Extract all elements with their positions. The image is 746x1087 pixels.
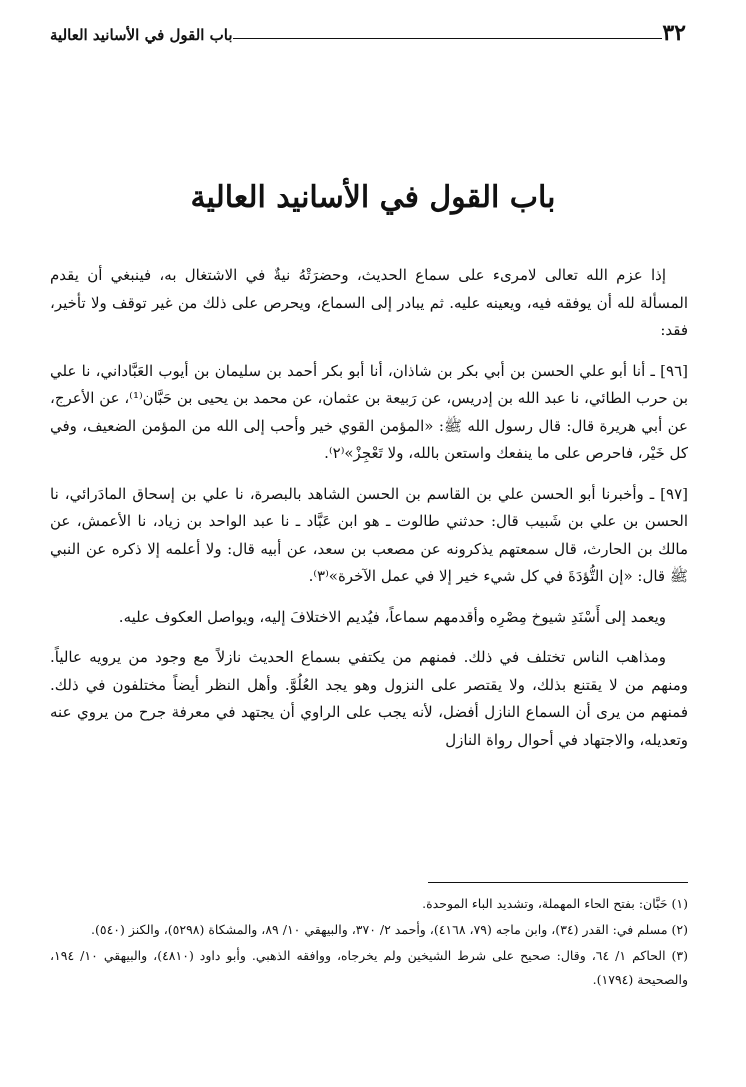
footnote-2: (٢) مسلم في: القدر (٣٤)، وابن ماجه (٧٩، ٤١٦٨)، وأحمد ٢/ ٣٧٠، والبيهقي ١٠/ ٨٩، والمشكاة (٥٢٩٨)، والكنز (٥٤٠). [91, 922, 688, 937]
body-text [50, 262, 688, 767]
paragraph-madhahib: ومذاهب الناس تختلف في ذلك. فمنهم من يكتفي بسماع الحديث نازلاً مع وجود من يرويه عالياً. ومنهم من لا يقتنع بذلك، ولا يقتصر على النزول وهو يجد العُلُوَّ. وأهل النظر أيضاً مختلفون في ذلك. فمنهم من يرى أن السماع النازل أفضل، لأنه يجب على الراوي أن يجتهد في معرفة جرح من يروي عنه وتعديله، والاجتهاد في أحوال رواة النازل [50, 648, 688, 749]
footnote-1: (١) حَبَّان: بفتح الحاء المهملة، وتشديد الباء الموحدة. [422, 896, 688, 911]
header-rule [233, 38, 663, 39]
paragraph-shuyukh: ويعمد إلى أَسْنَدِ شيوخ مِصْرِه وأقدمهم سماعاً، فيُديم الاختلافَ إليه، ويواصل العكوف عليه. [118, 607, 666, 626]
paragraph-hadith-96: [٩٦] ـ أنا أبو علي الحسن بن أبي بكر بن شاذان، أنا أبو بكر أحمد بن سليمان بن أيوب العَبَّاداني، نا علي بن حرب الطائي، نا عبد الله بن إدريس، عن رَبيعة بن عثمان، عن محمد بن يحيى بن حَبَّان⁽¹⁾، عن الأعرج، عن أبي هريرة قال: قال رسول الله ﷺ: «المؤمن القوي خير وأحب إلى الله من المؤمن الضعيف، وفي كل خَيْر، فاحرص على ما ينفعك واستعن بالله، ولا تَعْجِزْ»⁽٢⁾. [50, 361, 688, 462]
footnote-3: (٣) الحاكم ١/ ٦٤، وقال: صحيح على شرط الشيخين ولم يخرجاه، ووافقه الذهبي. وأبو داود (٤٨١٠)، والبيهقي ١٠/ ١٩٤، والصحيحة (١٧٩٤). [50, 948, 689, 987]
footnote-rule [428, 882, 688, 883]
running-title: باب القول في الأسانيد العالية [50, 26, 233, 44]
footnotes [50, 892, 688, 994]
chapter-title: باب القول في الأسانيد العالية [190, 180, 556, 215]
page-number: ٣٢ [662, 20, 686, 46]
paragraph-intro: إذا عزم الله تعالى لامرىء على سماع الحديث، وحضرَتْهُ نيةٌ في الاشتغال به، فينبغي أن يقدم المسألة لله أن يوفقه فيه، ويعينه عليه. ثم يبادر إلى السماع، ويحرص على ذلك من غير توقف ولا تأخير، فقد: [50, 266, 688, 339]
running-header [44, 16, 694, 44]
paragraph-hadith-97: [٩٧] ـ وأخبرنا أبو الحسن علي بن القاسم بن الحسن الشاهد بالبصرة، نا علي بن إسحاق المادَرائي، نا الحسن بن علي بن شَبيب قال: حدثني طالوت ـ هو ابن عَبَّاد ـ نا عبد الواحد بن زياد، نا الأعمش، عن مالك بن الحارث، قال سمعتهم يذكرونه عن مصعب بن سعد، عن أبيه قال: ولا أعلمه إلا ذكره عن النبي ﷺ قال: «إن التُّؤدَةَ في كل شيء خير إلا في عمل الآخرة»⁽٣⁾. [50, 484, 688, 585]
